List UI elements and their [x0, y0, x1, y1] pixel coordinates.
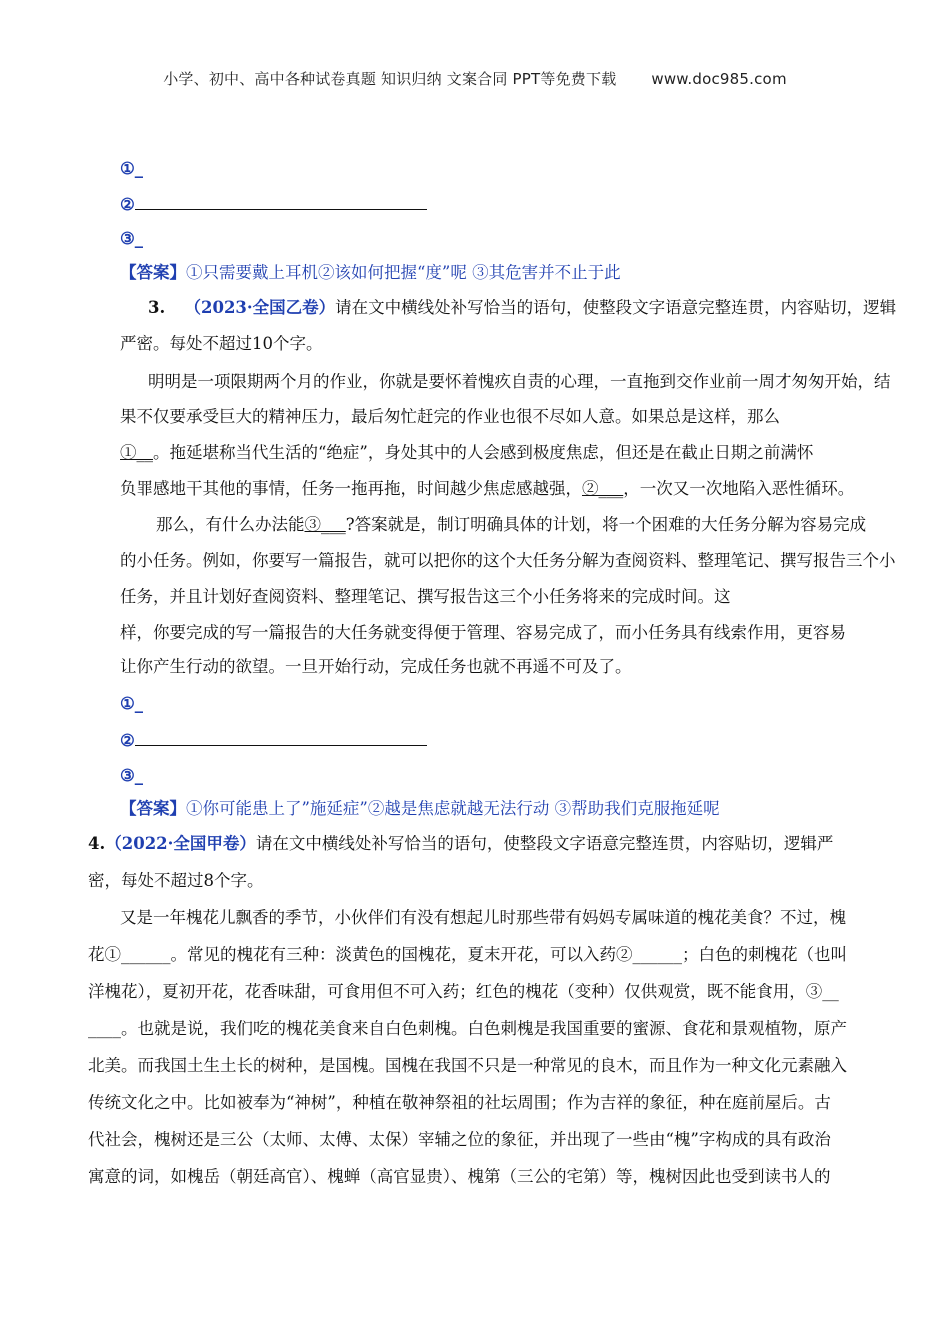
q2-blank-2-line — [135, 193, 427, 210]
q3-para-2: 果不仅要承受巨大的精神压力，最后匆忙赶完的作业也很不尽如人意。如果总是这样，那么 — [120, 407, 780, 426]
q4-source: （2022·全国甲卷） — [105, 834, 256, 853]
q3-para-4-text-b: ，一次又一次地陷入恶性循环。 — [623, 479, 855, 498]
q3-para-8: 样，你要完成的写一篇报告的大任务就变得便于管理、容易完成了，而小任务具有线索作用，更容易 — [120, 623, 846, 642]
q3-prompt-line-1 — [148, 297, 897, 319]
q2-answer — [120, 262, 865, 284]
q2-blank-2 — [120, 193, 865, 216]
q3-blank-2-label: ② — [120, 731, 135, 750]
q3-number: 3. — [148, 298, 166, 317]
q4-prompt-2: 密，每处不超过8个字。 — [88, 871, 264, 890]
q3-answer-tag: 【答案】 — [120, 799, 186, 818]
header-site: www.doc985.com — [651, 70, 787, 88]
q3-prompt-1: 请在文中横线处补写恰当的语句，使整段文字语意完整连贯，内容贴切，逻辑 — [335, 298, 897, 317]
q3-answer-text: ①你可能患上了”施延症”②越是焦虑就越无法行动 ③帮助我们克服拖延呢 — [186, 799, 720, 818]
q4-number: 4. — [88, 834, 106, 853]
q3-blank-3: ③_ — [120, 766, 144, 785]
q4-para-1: 又是一年槐花儿飘香的季节，小伙伴们有没有想起儿时那些带有妈妈专属味道的槐花美食？不过，槐 — [120, 908, 846, 927]
q4-para-4: ____。也就是说，我们吃的槐花美食来自白色刺槐。白色刺槐是我国重要的蜜源、食花和景观植物，原产 — [88, 1019, 847, 1038]
q3-blank-1-inline: ①__ — [120, 443, 153, 462]
q3-blank-1: ①_ — [120, 694, 144, 713]
q2-blank-2-label: ② — [120, 195, 135, 214]
q2-blank-3: ③_ — [120, 229, 144, 248]
q3-blank-2 — [120, 729, 865, 752]
header-text: 小学、初中、高中各种试卷真题 知识归纳 文案合同 PPT等免费下载 — [163, 70, 617, 88]
q3-para-6: 的小任务。例如，你要写一篇报告，就可以把你的这个大任务分解为查阅资料、整理笔记、撰写报告三个小 — [120, 551, 896, 570]
q3-answer — [120, 798, 865, 820]
page-header — [0, 68, 950, 89]
q3-para-9: 让你产生行动的欲望。一旦开始行动，完成任务也就不再遥不可及了。 — [120, 657, 632, 676]
q3-para-4 — [120, 478, 865, 500]
q3-blank-2-line — [135, 729, 427, 746]
q3-para-1: 明明是一项限期两个月的作业，你就是要怀着愧疚自责的心理，一直拖到交作业前一周才匆匆开始，结 — [148, 372, 891, 391]
q3-blank-2-inline: ②___ — [582, 479, 624, 498]
q2-blank-1: ①_ — [120, 159, 144, 178]
q3-para-3 — [120, 442, 865, 464]
q3-para-7: 任务，并且计划好查阅资料、整理笔记、撰写报告这三个小任务将来的完成时间。这 — [120, 587, 731, 606]
q3-para-5-text-b: ?答案就是，制订明确具体的计划，将一个困难的大任务分解为容易完成 — [345, 515, 867, 534]
q4-para-8: 寓意的词，如槐岳（朝廷高官）、槐蝉（高官显贵）、槐第（三公的宅第）等，槐树因此也受到读书人的 — [88, 1167, 831, 1186]
q2-answer-tag: 【答案】 — [120, 263, 186, 282]
q4-para-3: 洋槐花），夏初开花，花香味甜，可食用但不可入药；红色的槐花（变种）仅供观赏，既不能食用，③__ — [88, 982, 839, 1001]
q3-para-5 — [156, 514, 901, 536]
q3-source: （2023·全国乙卷） — [184, 298, 336, 317]
q3-blank-3-inline: ③___ — [304, 515, 346, 534]
q4-para-7: 代社会，槐树还是三公（太师、太傅、太保）宰辅之位的象征，并出现了一些由“槐”字构成的具有政治 — [88, 1130, 831, 1149]
q3-para-5-text-a: 那么，有什么办法能 — [156, 515, 305, 534]
q3-para-4-text-a: 负罪感地干其他的事情，任务一拖再拖，时间越少焦虑感越强， — [120, 479, 582, 498]
q4-prompt-line-1 — [88, 833, 833, 855]
q4-prompt-1: 请在文中横线处补写恰当的语句，使整段文字语意完整连贯，内容贴切，逻辑严 — [255, 834, 834, 853]
q4-para-2: 花①______。常见的槐花有三种：淡黄色的国槐花，夏末开花，可以入药②______；白色的刺槐花（也叫 — [88, 945, 847, 964]
q3-prompt-2: 严密。每处不超过10个字。 — [120, 334, 323, 353]
q4-para-5: 北美。而我国土生土长的树种，是国槐。国槐在我国不只是一种常见的良木，而且作为一种文化元素融入 — [88, 1056, 847, 1075]
q2-answer-text: ①只需要戴上耳机②该如何把握“度”呢 ③其危害并不止于此 — [186, 263, 621, 282]
q3-para-3-text: 。拖延堪称当代生活的“绝症”，身处其中的人会感到极度焦虑，但还是在截止日期之前满怀 — [153, 443, 814, 462]
q4-para-6: 传统文化之中。比如被奉为“神树”，种植在敬神祭祖的社坛周围；作为吉祥的象征，种在庭前屋后。古 — [88, 1093, 831, 1112]
